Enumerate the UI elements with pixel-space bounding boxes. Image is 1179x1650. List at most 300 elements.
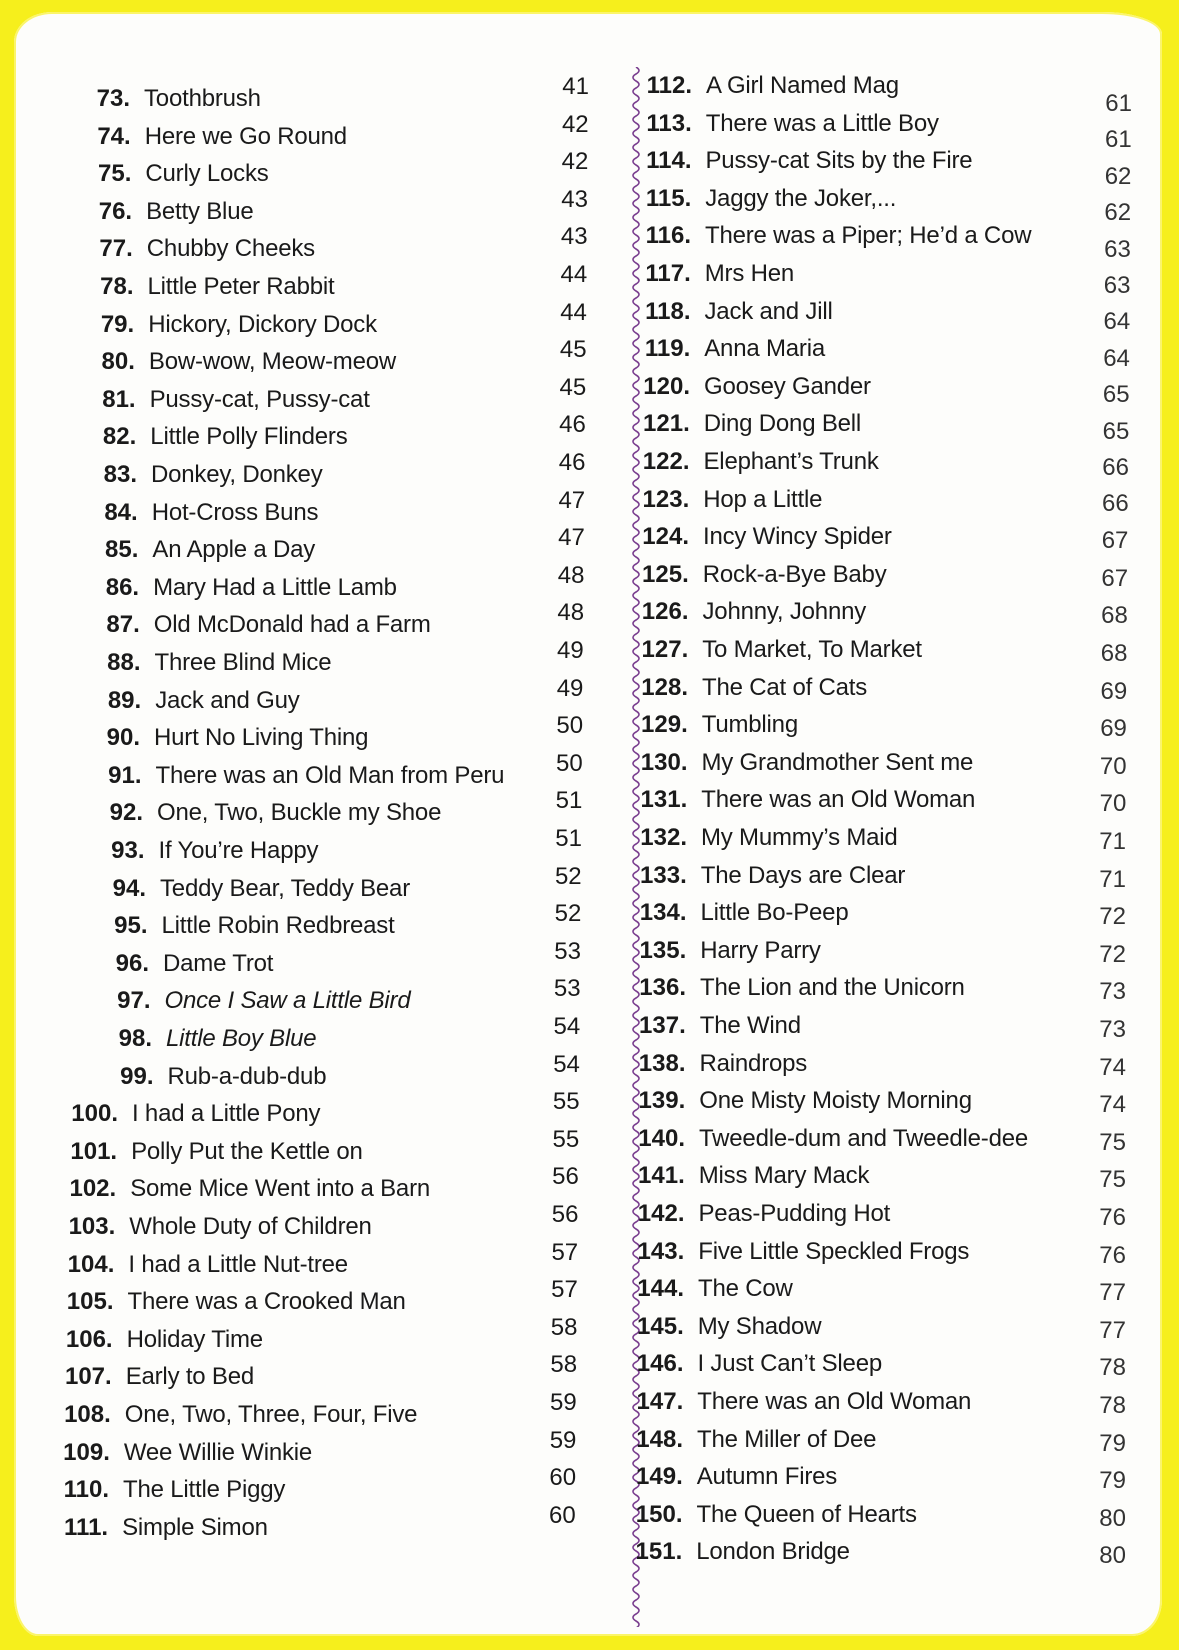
contents-entry <box>625 1162 870 1198</box>
entry-page-number: 69 <box>1100 715 1127 743</box>
entry-number: 118. <box>645 297 691 325</box>
entry-number: 109. <box>63 1438 110 1466</box>
entry-title: Polly Put the Kettle on <box>131 1137 363 1165</box>
entry-page-number: 54 <box>553 1050 580 1078</box>
contents-entry <box>92 912 395 948</box>
entry-number: 100. <box>71 1100 118 1128</box>
entry-page-number: 74 <box>1099 1091 1126 1119</box>
entry-number: 91. <box>108 761 142 789</box>
entry-number: 99. <box>120 1062 154 1090</box>
entry-page-number: 52 <box>554 862 582 890</box>
entry-title: The Wind <box>699 1012 801 1039</box>
entry-title: The Days are Clear <box>700 861 906 889</box>
contents-entry <box>629 598 867 634</box>
entry-number: 79. <box>100 310 135 338</box>
contents-entry <box>86 762 505 798</box>
contents-entry <box>624 1350 883 1386</box>
contents-entry <box>84 724 368 760</box>
entry-title: To Market, To Market <box>702 636 922 663</box>
entry-page-number: 71 <box>1099 865 1126 893</box>
entry-title: Mary Had a Little Lamb <box>153 573 397 601</box>
entry-title: I had a Little Pony <box>132 1100 321 1128</box>
contents-entry <box>80 386 370 422</box>
entry-title: Five Little Speckled Frogs <box>698 1237 970 1265</box>
entry-page-number: 55 <box>552 1088 580 1116</box>
entry-page-number: 53 <box>554 937 581 965</box>
contents-entry <box>85 687 299 723</box>
entry-number: 101. <box>70 1137 118 1165</box>
entry-number: 128. <box>641 673 688 701</box>
contents-entry <box>632 147 973 183</box>
contents-entry <box>624 1238 969 1274</box>
entry-page-number: 59 <box>550 1389 577 1416</box>
entry-title: Rub-a-dub-dub <box>167 1062 327 1090</box>
contents-entry <box>627 862 905 898</box>
entry-number: 143. <box>637 1237 685 1265</box>
entry-title: There was an Old Woman <box>701 786 976 814</box>
contents-entry <box>629 486 822 522</box>
entry-number: 98. <box>118 1025 152 1052</box>
entry-number: 88. <box>107 649 141 676</box>
contents-entry <box>54 1439 312 1475</box>
entry-page-number: 75 <box>1099 1128 1126 1156</box>
contents-entry <box>58 1288 406 1324</box>
entry-page-number: 77 <box>1099 1279 1126 1307</box>
entry-page-number: 68 <box>1100 640 1128 667</box>
entry-title: Little Polly Flinders <box>150 423 348 451</box>
entry-number: 145. <box>637 1312 684 1340</box>
entry-title: The Queen of Hearts <box>696 1500 917 1528</box>
entry-page-number: 68 <box>1101 602 1128 630</box>
contents-entry <box>90 875 410 911</box>
contents-entry <box>625 1125 1028 1161</box>
entry-page-number: 77 <box>1099 1316 1126 1344</box>
contents-entry <box>625 1200 891 1236</box>
entry-page-number: 60 <box>549 1464 577 1492</box>
contents-entry <box>55 1401 418 1437</box>
entry-page-number: 50 <box>555 749 583 777</box>
contents-entry <box>85 649 332 685</box>
entry-title: There was a Piper; He’d a Cow <box>705 222 1032 250</box>
contents-entry <box>52 1514 268 1550</box>
entry-page-number: 65 <box>1102 381 1130 409</box>
entry-page-number: 45 <box>559 336 587 364</box>
entry-number: 74. <box>97 122 131 150</box>
contents-entry <box>80 423 347 459</box>
entry-title: Teddy Bear, Teddy Bear <box>160 874 410 902</box>
entry-title: Once I Saw a Little Bird <box>164 987 411 1015</box>
entry-page-number: 66 <box>1101 490 1129 518</box>
entry-title: Early to Bed <box>125 1363 255 1391</box>
entry-number: 85. <box>105 536 139 564</box>
entry-page-number: 41 <box>562 73 589 100</box>
contents-page <box>14 12 1162 1636</box>
entry-number: 75. <box>98 160 132 188</box>
entry-title: Bow-wow, Meow-meow <box>148 348 397 376</box>
entry-number: 113. <box>646 109 692 137</box>
entry-title: Peas-Pudding Hot <box>698 1200 891 1227</box>
entry-page-number: 49 <box>556 674 584 702</box>
entry-number: 92. <box>109 799 143 827</box>
entry-page-number: 71 <box>1099 828 1126 855</box>
entry-page-number: 43 <box>560 223 588 251</box>
entry-number: 144. <box>637 1275 684 1303</box>
entry-title: Miss Mary Mack <box>698 1162 870 1190</box>
entry-page-number: 58 <box>550 1313 578 1341</box>
entry-page-number: 54 <box>553 1013 581 1040</box>
entry-title: There was a Crooked Man <box>127 1288 406 1316</box>
entry-page-number: 53 <box>553 975 581 1003</box>
entry-number: 89. <box>107 686 142 714</box>
entry-title: Three Blind Mice <box>154 649 332 676</box>
entry-number: 138. <box>638 1049 686 1077</box>
contents-entry <box>89 837 319 873</box>
entry-title: The Cat of Cats <box>702 673 868 701</box>
contents-entry <box>62 1100 320 1136</box>
entry-title: I had a Little Nut-tree <box>128 1250 348 1278</box>
entry-title: Ding Dong Bell <box>703 410 862 438</box>
contents-entry <box>84 611 431 647</box>
contents-entry <box>632 110 939 146</box>
contents-entry <box>628 674 867 710</box>
contents-entry <box>626 1012 801 1048</box>
contents-entry <box>627 899 849 935</box>
entry-title: My Mummy’s Maid <box>701 824 898 851</box>
entry-title: Hop a Little <box>703 485 823 513</box>
entry-title: Harry Parry <box>700 936 821 964</box>
entry-title: There was an Old Man from Peru <box>155 761 505 789</box>
entry-page-number: 65 <box>1102 417 1130 445</box>
contents-entry <box>627 786 975 822</box>
entry-page-number: 57 <box>551 1238 579 1266</box>
entry-title: Autumn Fires <box>696 1463 838 1491</box>
entry-number: 129. <box>641 711 688 739</box>
contents-entry <box>83 574 397 610</box>
entry-number: 124. <box>642 523 689 551</box>
entry-number: 76. <box>98 197 133 225</box>
contents-entry <box>98 1063 327 1099</box>
entry-title: There was a Little Boy <box>705 109 939 137</box>
entry-title: Raindrops <box>699 1049 808 1077</box>
contents-entry <box>627 824 898 860</box>
entry-number: 84. <box>104 498 138 526</box>
entry-page-number: 79 <box>1099 1467 1126 1495</box>
entry-number: 80. <box>101 348 135 376</box>
contents-entry <box>630 410 861 446</box>
entry-number: 127. <box>641 636 689 663</box>
entry-page-number: 66 <box>1102 454 1129 481</box>
entry-title: Hickory, Dickory Dock <box>148 310 377 338</box>
entry-page-number: 47 <box>558 524 585 552</box>
contents-entry <box>81 461 323 497</box>
contents-entry <box>61 1138 363 1174</box>
contents-entry <box>624 1313 822 1349</box>
entry-title: One, Two, Buckle my Shoe <box>157 799 442 827</box>
entry-page-number: 59 <box>549 1426 577 1454</box>
entry-number: 142. <box>637 1200 685 1227</box>
entry-title: A Girl Named Mag <box>706 72 899 99</box>
contents-entry <box>95 987 411 1023</box>
entry-number: 122. <box>642 448 690 475</box>
entry-title: An Apple a Day <box>152 536 316 564</box>
entry-title: Some Mice Went into a Barn <box>130 1175 431 1203</box>
entry-number: 102. <box>69 1175 117 1203</box>
contents-entry <box>74 85 261 121</box>
entry-number: 120. <box>643 372 690 400</box>
entry-page-number: 46 <box>559 411 586 439</box>
contents-entry <box>630 448 879 484</box>
entry-title: My Shadow <box>697 1312 822 1340</box>
entry-number: 119. <box>644 335 691 363</box>
contents-entry <box>630 335 825 371</box>
entry-page-number: 45 <box>559 373 587 401</box>
contents-entry <box>78 311 377 347</box>
contents-entry <box>623 1388 971 1424</box>
contents-entry <box>87 799 441 835</box>
entry-page-number: 48 <box>557 561 585 589</box>
contents-entry <box>78 273 335 309</box>
entry-page-number: 61 <box>1105 90 1132 117</box>
entry-number: 137. <box>639 1012 686 1039</box>
contents-entry <box>628 711 798 747</box>
entry-page-number: 80 <box>1099 1542 1126 1570</box>
entry-title: Incy Wincy Spider <box>703 523 892 551</box>
entry-title: My Grandmother Sent me <box>701 748 974 776</box>
entry-number: 123. <box>642 485 690 513</box>
entry-number: 148. <box>636 1425 683 1453</box>
entry-number: 121. <box>643 410 690 438</box>
entry-title: Pussy-cat, Pussy-cat <box>149 385 370 413</box>
entry-page-number: 78 <box>1099 1354 1126 1382</box>
entry-number: 126. <box>641 598 689 626</box>
contents-entry <box>75 160 268 196</box>
entry-title: Rock-a-Bye Baby <box>702 560 887 588</box>
entry-title: The Cow <box>698 1275 793 1303</box>
entry-page-number: 78 <box>1099 1392 1126 1419</box>
entry-page-number: 73 <box>1099 978 1126 1006</box>
contents-entry <box>53 1476 285 1512</box>
entry-number: 140. <box>638 1124 685 1152</box>
entry-page-number: 60 <box>548 1501 576 1529</box>
entry-number: 95. <box>114 912 148 940</box>
entry-number: 146. <box>636 1350 684 1378</box>
entry-title: Tumbling <box>701 711 798 739</box>
entry-page-number: 63 <box>1103 272 1131 299</box>
contents-entry <box>56 1363 254 1399</box>
contents-entry <box>624 1275 793 1311</box>
contents-entry <box>626 1050 808 1086</box>
entry-page-number: 58 <box>550 1351 578 1379</box>
entry-page-number: 56 <box>551 1201 579 1228</box>
entry-number: 132. <box>640 824 687 851</box>
entry-number: 94. <box>112 874 146 902</box>
contents-entry <box>79 348 396 384</box>
entry-page-number: 43 <box>561 185 588 213</box>
entry-number: 107. <box>64 1363 112 1391</box>
contents-entry <box>629 561 887 597</box>
contents-entry <box>626 937 820 973</box>
entry-page-number: 75 <box>1099 1166 1126 1194</box>
entry-title: Betty Blue <box>146 197 254 225</box>
entry-page-number: 52 <box>554 900 582 928</box>
contents-entry <box>58 1251 348 1287</box>
contents-entry <box>631 260 794 296</box>
entry-number: 73. <box>96 85 130 112</box>
entry-title: Wee Willie Winkie <box>123 1438 313 1466</box>
entry-number: 139. <box>638 1087 686 1115</box>
entry-title: Jack and Jill <box>704 297 833 325</box>
contents-entry <box>629 523 892 559</box>
entry-title: Little Robin Redbreast <box>161 912 395 940</box>
entry-title: One Misty Moisty Morning <box>699 1087 972 1115</box>
entry-title: Jaggy the Joker,... <box>705 184 897 212</box>
entry-title: Tweedle-dum and Tweedle-dee <box>699 1124 1029 1152</box>
entry-number: 114. <box>646 147 692 175</box>
entry-number: 93. <box>111 837 145 864</box>
entry-page-number: 49 <box>557 637 584 664</box>
entry-page-number: 67 <box>1101 527 1129 555</box>
entry-title: Hot-Cross Buns <box>151 498 319 526</box>
entry-page-number: 79 <box>1099 1429 1126 1457</box>
entry-title: Jack and Guy <box>155 686 300 714</box>
contents-entry <box>59 1213 371 1249</box>
entry-number: 136. <box>639 974 686 1002</box>
contents-entry <box>93 950 273 986</box>
entry-page-number: 63 <box>1104 235 1131 263</box>
contents-entry <box>626 974 965 1010</box>
entry-page-number: 64 <box>1103 308 1131 336</box>
entry-number: 150. <box>635 1500 683 1528</box>
contents-entry <box>628 636 922 672</box>
entry-page-number: 70 <box>1099 752 1127 780</box>
entry-number: 135. <box>639 936 687 964</box>
contents-entry <box>623 1501 917 1537</box>
entry-page-number: 50 <box>556 712 584 740</box>
contents-entry <box>623 1463 837 1499</box>
entry-number: 103. <box>68 1213 116 1240</box>
entry-number: 134. <box>639 899 687 927</box>
contents-entry <box>82 499 319 535</box>
entry-title: Old McDonald had a Farm <box>153 611 431 639</box>
entry-title: Anna Maria <box>704 335 825 363</box>
contents-entry <box>622 1538 850 1574</box>
entry-page-number: 44 <box>560 298 587 326</box>
entry-page-number: 51 <box>555 825 582 852</box>
entry-number: 116. <box>645 222 691 250</box>
entry-number: 111. <box>64 1513 109 1541</box>
entry-title: I Just Can’t Sleep <box>697 1350 882 1378</box>
contents-entry <box>57 1326 263 1362</box>
entry-title: Little Boy Blue <box>166 1025 317 1052</box>
entry-title: Whole Duty of Children <box>129 1213 372 1240</box>
entry-page-number: 64 <box>1103 344 1130 372</box>
entry-page-number: 69 <box>1100 677 1128 705</box>
entry-page-number: 46 <box>558 449 586 476</box>
entry-title: Dame Trot <box>163 949 274 977</box>
contents-entry <box>77 235 315 271</box>
entry-number: 151. <box>635 1538 683 1566</box>
entry-page-number: 44 <box>560 261 588 288</box>
entry-number: 112. <box>646 72 692 99</box>
entry-page-number: 42 <box>561 148 589 176</box>
entry-title: Mrs Hen <box>704 260 795 287</box>
entry-number: 125. <box>642 560 689 588</box>
entry-page-number: 48 <box>557 599 585 627</box>
entry-title: Curly Locks <box>145 160 269 188</box>
entry-page-number: 70 <box>1099 790 1127 818</box>
entry-number: 77. <box>99 235 133 263</box>
entry-page-number: 72 <box>1099 940 1126 968</box>
entry-number: 130. <box>640 748 688 776</box>
entry-number: 83. <box>103 461 137 488</box>
entry-number: 97. <box>117 987 151 1015</box>
contents-entry <box>76 198 253 234</box>
contents-entry <box>75 123 347 159</box>
entry-page-number: 47 <box>558 486 586 514</box>
entry-page-number: 62 <box>1104 162 1132 190</box>
entry-number: 105. <box>66 1288 114 1316</box>
entry-number: 78. <box>100 273 134 300</box>
contents-entry <box>631 222 1031 258</box>
entry-number: 90. <box>106 724 140 752</box>
entry-title: Holiday Time <box>126 1325 263 1353</box>
entry-number: 133. <box>640 861 687 889</box>
entry-title: Little Peter Rabbit <box>147 273 335 300</box>
entry-number: 106. <box>65 1325 113 1353</box>
entry-number: 117. <box>645 260 691 287</box>
entry-number: 149. <box>636 1463 683 1491</box>
entry-title: Johnny, Johnny <box>702 598 867 626</box>
entry-page-number: 56 <box>552 1163 579 1191</box>
entry-page-number: 42 <box>561 110 589 138</box>
entry-title: Pussy-cat Sits by the Fire <box>705 147 973 175</box>
entry-title: There was an Old Woman <box>697 1388 972 1415</box>
entry-page-number: 55 <box>552 1125 580 1153</box>
entry-title: Goosey Gander <box>704 372 871 400</box>
entry-page-number: 80 <box>1099 1504 1126 1532</box>
entry-page-number: 76 <box>1099 1204 1126 1231</box>
entry-number: 110. <box>63 1476 109 1504</box>
entry-number: 131. <box>640 786 688 814</box>
contents-entry <box>625 1087 972 1123</box>
contents-entry <box>631 298 833 334</box>
entry-title: Chubby Cheeks <box>146 235 315 263</box>
entry-title: If You’re Happy <box>158 837 319 864</box>
entry-title: One, Two, Three, Four, Five <box>124 1401 418 1428</box>
entry-number: 81. <box>102 385 136 413</box>
entry-number: 87. <box>106 611 140 639</box>
entry-number: 82. <box>102 423 137 451</box>
entry-title: The Little Piggy <box>123 1476 286 1504</box>
entry-title: The Lion and the Unicorn <box>700 974 965 1002</box>
entry-title: Hurt No Living Thing <box>154 724 369 752</box>
entry-title: Here we Go Round <box>144 122 347 150</box>
entry-number: 141. <box>638 1162 685 1190</box>
entry-page-number: 72 <box>1099 903 1126 931</box>
contents-entry <box>60 1175 430 1211</box>
entry-title: Little Bo-Peep <box>700 899 849 927</box>
contents-entry <box>630 373 871 409</box>
entry-number: 104. <box>67 1250 115 1278</box>
entry-page-number: 73 <box>1099 1016 1126 1043</box>
contents-entry <box>96 1025 316 1061</box>
entry-title: Toothbrush <box>144 85 261 112</box>
entry-number: 147. <box>636 1388 684 1415</box>
contents-entry <box>82 536 315 572</box>
contents-entry <box>631 185 896 221</box>
entry-page-number: 76 <box>1099 1241 1126 1269</box>
entry-number: 86. <box>105 573 140 601</box>
